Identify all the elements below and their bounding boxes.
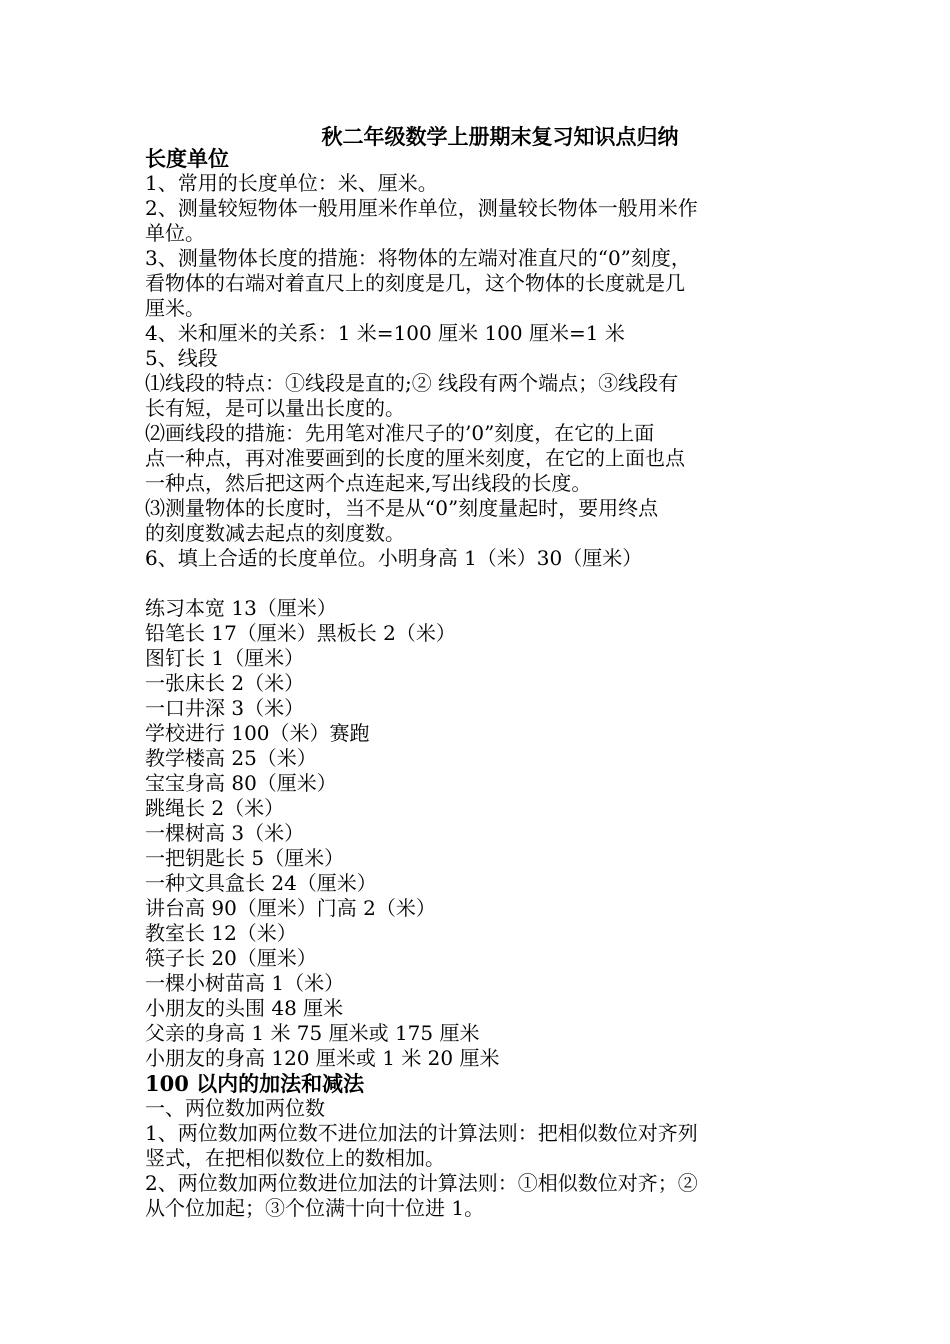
text-line: 一口井深 3（米） xyxy=(145,696,305,720)
document-title: 秋二年级数学上册期末复习知识点归纳 xyxy=(321,124,679,149)
text-line: 小朋友的身高 120 厘米或 1 米 20 厘米 xyxy=(145,1046,500,1070)
text-line: 教室长 12（米） xyxy=(145,921,297,945)
document-body xyxy=(145,146,825,1221)
text-line: 6、填上合适的长度单位。小明身高 1（米）30（厘米） xyxy=(145,546,643,570)
text-line: 一、两位数加两位数 xyxy=(145,1096,325,1120)
blank-line xyxy=(145,571,825,596)
text-line: 5、线段 xyxy=(145,346,218,370)
text-line: 一种点，然后把这两个点连起来,写出线段的长度。 xyxy=(145,471,592,495)
text-line: 宝宝身高 80（厘米） xyxy=(145,771,337,795)
text-line: 小朋友的头围 48 厘米 xyxy=(145,996,344,1020)
text-line: 一棵树高 3（米） xyxy=(145,821,305,845)
text-line: 长有短，是可以量出长度的。 xyxy=(145,396,405,420)
text-line: 图钉长 1（厘米） xyxy=(145,646,305,670)
section-heading: 长度单位 xyxy=(145,146,229,171)
text-line: 厘米。 xyxy=(145,296,205,320)
text-line: 点一种点，再对准要画到的长度的厘米刻度，在它的上面也点 xyxy=(145,446,685,470)
text-line: 学校进行 100（米）赛跑 xyxy=(145,721,370,745)
text-line: 筷子长 20（厘米） xyxy=(145,946,317,970)
text-line: 一把钥匙长 5（厘米） xyxy=(145,846,345,870)
text-line: 看物体的右端对着直尺上的刻度是几，这个物体的长度就是几 xyxy=(145,271,685,295)
text-line: 一棵小树苗高 1（米） xyxy=(145,971,345,995)
text-line: 父亲的身高 1 米 75 厘米或 175 厘米 xyxy=(145,1021,480,1045)
text-line: 跳绳长 2（米） xyxy=(145,796,285,820)
text-line: ⑴线段的特点：①线段是直的;② 线段有两个端点；③线段有 xyxy=(145,371,679,395)
text-line: 练习本宽 13（厘米） xyxy=(145,596,337,620)
text-line: 2、两位数加两位数进位加法的计算法则：①相似数位对齐；② xyxy=(145,1171,698,1195)
text-line: ⑵画线段的措施：先用笔对准尺子的’0”刻度，在它的上面 xyxy=(145,421,655,445)
text-line: 1、常用的长度单位：米、厘米。 xyxy=(145,171,438,195)
text-line: 讲台高 90（厘米）门高 2（米） xyxy=(145,896,436,920)
text-line: 3、测量物体长度的措施：将物体的左端对准直尺的“0”刻度， xyxy=(145,246,691,270)
text-line: 一张床长 2（米） xyxy=(145,671,305,695)
text-line: 2、测量较短物体一般用厘米作单位，测量较长物体一般用米作 xyxy=(145,196,698,220)
text-line: ⑶测量物体的长度时，当不是从“0”刻度量起时，要用终点 xyxy=(145,496,659,520)
text-line: 4、米和厘米的关系：1 米=100 厘米 100 厘米=1 米 xyxy=(145,321,625,345)
text-line: 从个位加起；③个位满十向十位进 1。 xyxy=(145,1196,485,1220)
text-line: 教学楼高 25（米） xyxy=(145,746,317,770)
text-line: 一种文具盒长 24（厘米） xyxy=(145,871,377,895)
text-line: 1、两位数加两位数不进位加法的计算法则：把相似数位对齐列 xyxy=(145,1121,698,1145)
text-line: 单位。 xyxy=(145,221,205,245)
text-line: 铅笔长 17（厘米）黑板长 2（米） xyxy=(145,621,456,645)
text-line: 的刻度数减去起点的刻度数。 xyxy=(145,521,405,545)
section-heading: 100 以内的加法和减法 xyxy=(145,1071,365,1096)
text-line: 竖式，在把相似数位上的数相加。 xyxy=(145,1146,445,1170)
